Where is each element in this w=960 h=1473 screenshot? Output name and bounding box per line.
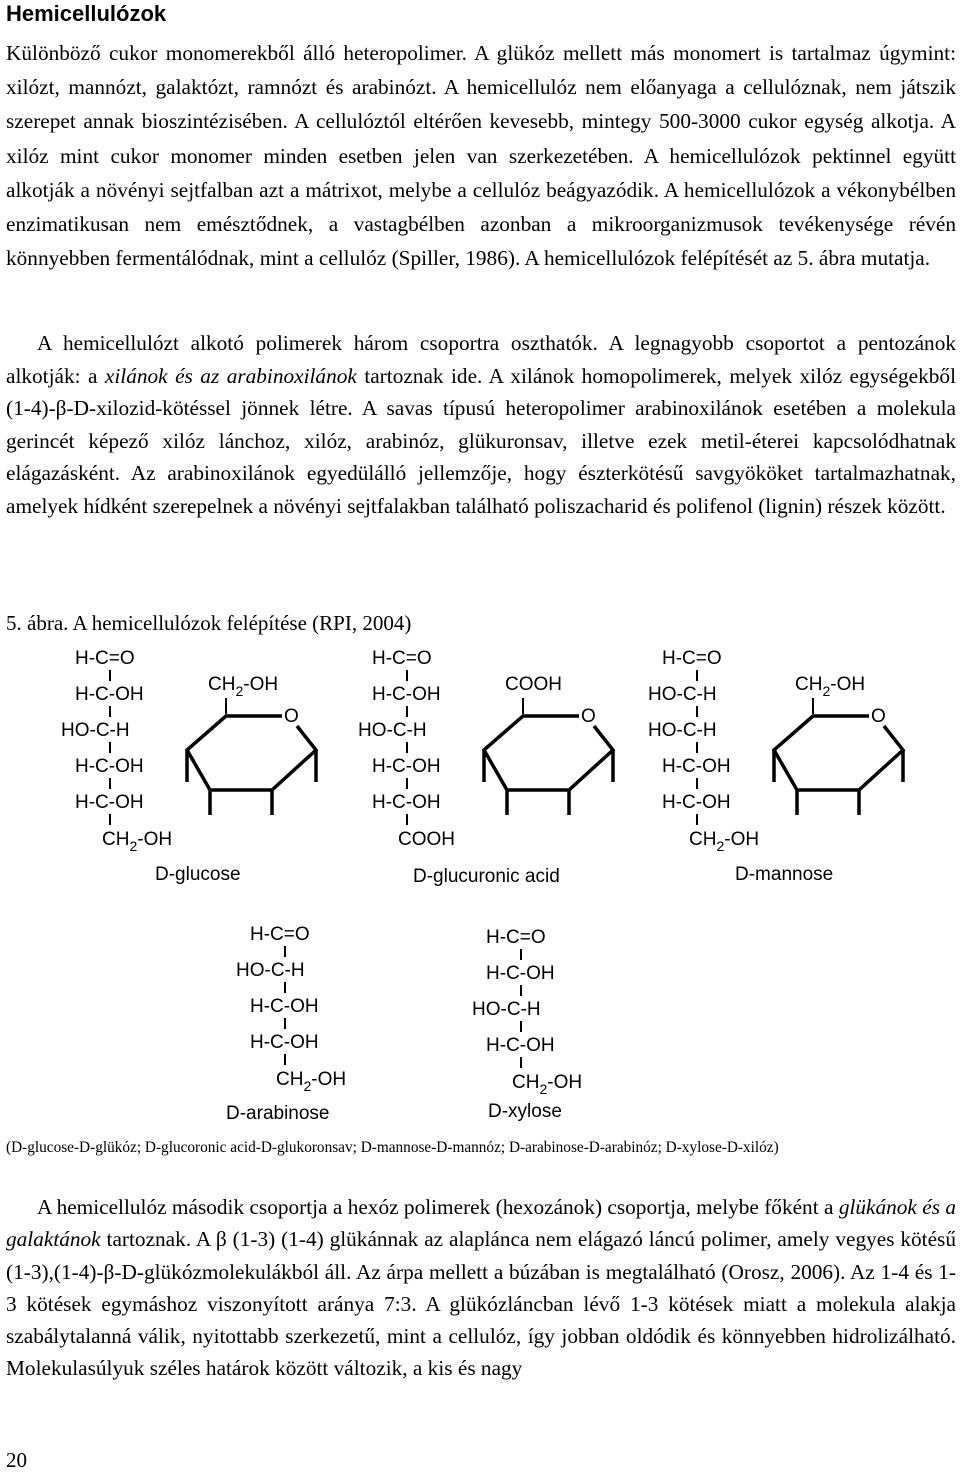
glucuronic-ring-cooh: COOH (505, 674, 562, 695)
glucose-c4: H-C-OH (75, 756, 144, 777)
paragraph-3-text-b: tartoznak. A β (1-3) (1-4) glükánnak az alaplánca nem elágazó láncú polimer, amely vegyes kötésű (1-3),(1-4)-β-D-glükózmolekulákból áll. Az árpa mellett a búzában is megtalálható (Orosz, 2006). Az 1-4 és 1-3 kötések egymáshoz viszonyított aránya 7:3. A glükózláncban lévő 1-3 kötések miatt a molekula alakja szabálytalanná válik, nyitottabb szerkezetű, mint a cellulóz, így jobban oldódik és könnyebben hidrolizálható. Molekulasúlyuk széles határok között változik, a kis és nagy (6, 1227, 956, 1381)
paragraph-1-text: Különböző cukor monomerekből álló heteropolimer. A glükóz mellett más monomert is tartalmaz úgymint: xilózt, mannózt, galaktózt, ramnózt és arabinózt. A hemicellulóz nem előanyaga a cellulóznak, nem játszik szerepet annak bioszintézisében. A cellulóztól eltérően kevesebb, mintegy 500-3000 cukor egység alkotja. A xilóz mint cukor monomer minden esetben jelen van szerkezetében. A hemicellulózok pektinnel együtt alkotják a növényi sejtfalban azt a mátrixot, melybe a cellulóz beágyazódik. A hemicellulózok a vékonybélben enzimatikusan nem emésztődnek, a vastagbélben azonban a mikroorganizmusok tevékenysége révén könnyebben fermentálódnak, mint a cellulóz (Spiller, 1986). A hemicellulózok felépítését az 5. ábra mutatja. (6, 41, 956, 271)
glucose-c2: H-C-OH (75, 684, 144, 705)
glucuronic-c4: H-C-OH (372, 756, 441, 777)
paragraph-2 (6, 327, 956, 522)
glucose-ring-ch2oh: $CH_2-OH$ (208, 674, 279, 699)
glucuronic-c1: H-C=O (372, 648, 432, 669)
xylose-open-chain (472, 927, 582, 1097)
section-title: Hemicellulózok (6, 1, 167, 26)
arabinose-c2: HO-C-H (236, 960, 305, 981)
mannose-open-chain (648, 648, 759, 854)
figure-legend-note: (D-glucose-D-glükóz; D-glucoronic acid-D-glukoronsav; D-mannose-D-mannóz; D-arabinose-D-arabinóz; D-xylose-D-xilóz) (6, 1139, 779, 1156)
glucose-ring-oxygen: O (284, 706, 299, 727)
arabinose-c3: H-C-OH (250, 996, 319, 1017)
label-d-arabinose: D-arabinose (226, 1103, 330, 1124)
paragraph-2-emphasis: xilánok és az arabinoxilánok (104, 363, 357, 388)
xylose-c1: H-C=O (486, 927, 546, 948)
paragraph-3-text-a: A hemicellulóz második csoportja a hexóz polimerek (hexozánok) csoportja, melybe főként a (37, 1195, 839, 1219)
mannose-c4: H-C-OH (662, 756, 731, 777)
glucuronic-c6: COOH (398, 829, 455, 850)
paragraph-2-text-b: tartoznak ide. A xilánok homopolimerek, melyek xilóz egységekből (1-4)-β-D-xilozid-kötéssel jönnek létre. A savas típusú heteropolimer arabinoxilánok esetében a molekula gerincét képező xilóz lánchoz, xilóz, arabinóz, glükuronsav, illetve ezek metil-éterei kapcsolódhatnak elágazásként. Az arabinoxilánok egyedülálló jellemzője, hogy észterkötésű savgyököket tartalmazhatnak, amelyek hídként szerepelnek a növényi sejtfalakban található poliszacharid és polifenol (lignin) részek között. (6, 363, 956, 518)
glucose-c1: H-C=O (75, 648, 135, 669)
arabinose-c5: $CH_2-OH$ (276, 1069, 347, 1094)
xylose-c3: HO-C-H (472, 999, 541, 1020)
structural-formulas-figure (0, 640, 960, 1130)
glucuronic-c5: H-C-OH (372, 792, 441, 813)
label-d-glucuronic-acid: D-glucuronic acid (413, 866, 560, 887)
mannose-pyranose-ring (774, 674, 903, 815)
xylose-c2: H-C-OH (486, 963, 555, 984)
glucose-c5: H-C-OH (75, 792, 144, 813)
paragraph-2-text-a: A hemicellulózt alkotó polimerek három csoportra oszthatók. A legnagyobb csoportot a pentozánok alkotják: a (6, 331, 956, 388)
glucose-open-chain (61, 648, 172, 854)
mannose-c6: $CH_2-OH$ (689, 829, 760, 854)
paragraph-3-emphasis: glükánok és a galaktánok (6, 1195, 956, 1252)
label-d-mannose: D-mannose (735, 864, 834, 885)
mannose-c2: HO-C-H (648, 684, 717, 705)
figure-caption: 5. ábra. A hemicellulózok felépítése (RPI, 2004) (6, 611, 412, 635)
glucuronic-c3: HO-C-H (358, 720, 427, 741)
glucose-c3: HO-C-H (61, 720, 130, 741)
mannose-c1: H-C=O (662, 648, 722, 669)
glucuronic-pyranose-ring (484, 674, 613, 815)
paragraph-3 (6, 1191, 956, 1385)
glucuronic-c2: H-C-OH (372, 684, 441, 705)
xylose-c5: $CH_2-OH$ (512, 1072, 583, 1097)
label-d-xylose: D-xylose (488, 1101, 562, 1122)
glucose-c6: $CH_2-OH$ (102, 829, 173, 854)
mannose-ring-oxygen: O (871, 706, 886, 727)
mannose-c5: H-C-OH (662, 792, 731, 813)
page-number: 20 (6, 1448, 27, 1472)
paragraph-1 (6, 36, 956, 275)
glucose-pyranose-ring (187, 674, 316, 815)
mannose-c3: HO-C-H (648, 720, 717, 741)
arabinose-c4: H-C-OH (250, 1032, 319, 1053)
glucuronic-ring-oxygen: O (581, 706, 596, 727)
xylose-c4: H-C-OH (486, 1035, 555, 1056)
label-d-glucose: D-glucose (155, 864, 241, 885)
glucuronic-open-chain (358, 648, 455, 850)
mannose-ring-ch2oh: $CH_2-OH$ (795, 674, 866, 699)
arabinose-c1: H-C=O (250, 924, 310, 945)
arabinose-open-chain (236, 924, 346, 1094)
